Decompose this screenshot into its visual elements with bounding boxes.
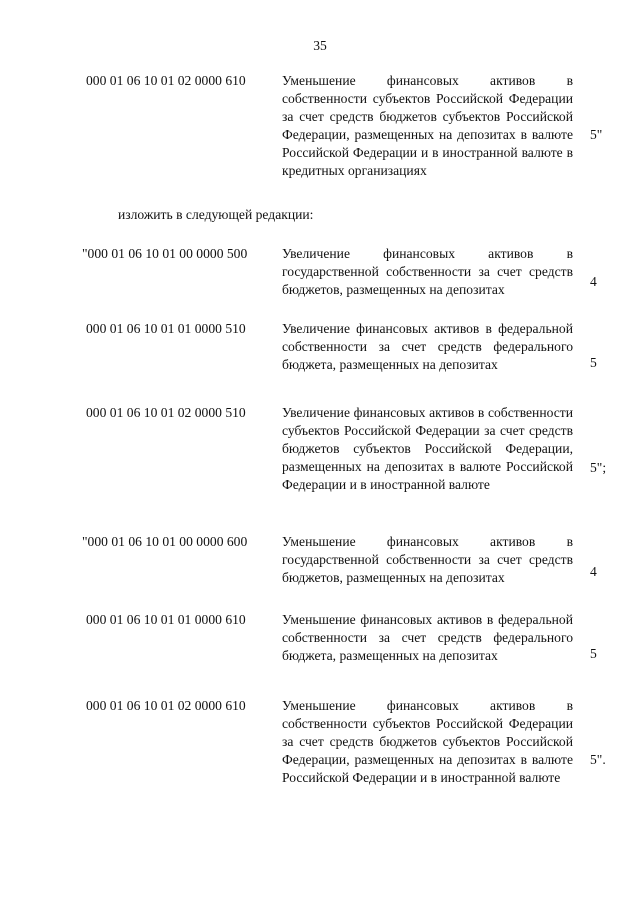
intro-text: изложить в следующей редакции:: [118, 207, 314, 222]
column-value: 4: [590, 274, 597, 289]
column-value: 5: [590, 355, 597, 370]
classification-code: 000 01 06 10 01 01 0000 610: [86, 612, 246, 627]
column-value: 5: [590, 646, 597, 661]
page-number: 35: [313, 38, 327, 53]
column-value: 5";: [590, 460, 607, 475]
classification-code: 000 01 06 10 01 02 0000 610: [86, 73, 246, 88]
classification-code: 000 01 06 10 01 01 0000 510: [86, 321, 246, 336]
row-description: Уменьшение финансовых активов в федеральной собственности за счет средств федерального бюджета, размещенных на депозитах: [282, 612, 573, 663]
row-description: Увеличение финансовых активов в собственности субъектов Российской Федерации за счет средств бюджетов субъектов Российской Федерации, размещенных на депозитах в валюте Российской Федерации и в иностранной валюте: [282, 405, 573, 492]
column-value: 5".: [590, 752, 606, 767]
column-value: 5": [590, 127, 603, 142]
row-description: Увеличение финансовых активов в федеральной собственности за счет средств федерального бюджета, размещенных на депозитах: [282, 321, 573, 372]
column-value: 4: [590, 564, 597, 579]
classification-code: 000 01 06 10 01 02 0000 510: [86, 405, 246, 420]
classification-code: 000 01 06 10 01 02 0000 610: [86, 698, 246, 713]
row-description: Уменьшение финансовых активов в собственности субъектов Российской Федерации за счет средств бюджетов субъектов Российской Федерации, размещенных на депозитах в валюте Российской Федерации и в иностранной валюте: [282, 698, 573, 785]
row-description: Увеличение финансовых активов в государственной собственности за счет средств бюджетов, размещенных на депозитах: [282, 246, 573, 297]
classification-code: "000 01 06 10 01 00 0000 600: [82, 534, 248, 549]
row-description: Уменьшение финансовых активов в государственной собственности за счет средств бюджетов, размещенных на депозитах: [282, 534, 573, 585]
row-description: Уменьшение финансовых активов в собственности субъектов Российской Федерации за счет средств бюджетов субъектов Российской Федерации, размещенных на депозитах в валюте Российской Федерации и в иностранной валюте в кредитных организациях: [282, 73, 573, 178]
classification-code: "000 01 06 10 01 00 0000 500: [82, 246, 248, 261]
